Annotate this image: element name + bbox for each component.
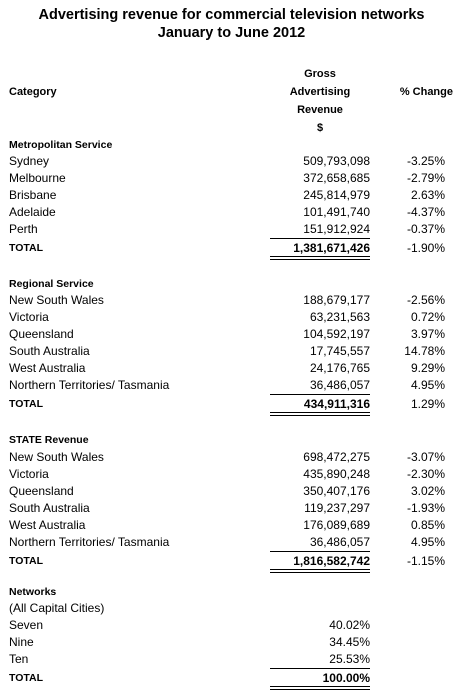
total-change: 1.29% <box>410 397 445 411</box>
table-row <box>0 377 463 394</box>
revenue-header-line3: Revenue <box>297 104 343 116</box>
section-heading-label: Metropolitan Service <box>9 139 113 151</box>
row-label: West Australia <box>9 361 86 375</box>
row-label: Northern Territories/ Tasmania <box>9 535 170 549</box>
row-value: 101,491,740 <box>303 205 370 219</box>
row-change: 2.63% <box>410 188 445 202</box>
table-row <box>0 187 463 204</box>
total-row <box>0 396 463 413</box>
table-row <box>0 343 463 360</box>
row-change: 0.72% <box>410 310 445 324</box>
table-row <box>0 617 463 634</box>
row-change: 14.78% <box>404 344 445 358</box>
row-label: Nine <box>9 635 34 649</box>
row-change: 3.97% <box>410 327 445 341</box>
row-label: Seven <box>9 618 44 632</box>
row-label: South Australia <box>9 344 90 358</box>
row-label: Perth <box>9 222 38 236</box>
table-row <box>0 153 463 170</box>
total-label: TOTAL <box>9 555 44 567</box>
total-row <box>0 670 463 687</box>
subtotal-rule <box>270 668 370 669</box>
table-row <box>0 500 463 517</box>
row-value: 25.53% <box>329 652 370 666</box>
total-change: -1.15% <box>406 554 445 568</box>
total-row <box>0 553 463 570</box>
table-row <box>0 449 463 466</box>
total-value: 1,381,671,426 <box>293 241 370 255</box>
row-value: 698,472,275 <box>303 450 370 464</box>
row-value: 372,658,685 <box>303 171 370 185</box>
row-change: -2.79% <box>406 171 445 185</box>
table-row <box>0 326 463 343</box>
row-change: 0.85% <box>410 518 445 532</box>
row-change: -3.25% <box>406 154 445 168</box>
table-row <box>0 204 463 221</box>
row-change: -1.93% <box>406 501 445 515</box>
row-change: -2.30% <box>406 467 445 481</box>
row-value: 119,237,297 <box>304 501 370 515</box>
category-header: Category <box>9 86 57 98</box>
row-value: 245,814,979 <box>303 188 370 202</box>
row-value: 188,679,177 <box>303 293 370 307</box>
row-label: Victoria <box>9 467 49 481</box>
total-double-rule <box>270 256 370 260</box>
section-heading <box>0 432 463 449</box>
total-change: -1.90% <box>406 241 445 255</box>
table-row <box>0 170 463 187</box>
total-double-rule <box>270 686 370 690</box>
row-change: 4.95% <box>410 378 445 392</box>
table-row <box>0 466 463 483</box>
row-label: New South Wales <box>9 293 104 307</box>
row-label: Brisbane <box>9 188 57 202</box>
change-header: % Change <box>399 86 453 98</box>
section-heading-label: Networks <box>9 586 57 598</box>
table-row <box>0 634 463 651</box>
total-label: TOTAL <box>9 398 44 410</box>
row-change: -4.37% <box>406 205 445 219</box>
total-row <box>0 240 463 257</box>
total-value: 1,816,582,742 <box>293 554 370 568</box>
row-value: 24,176,765 <box>309 361 370 375</box>
row-change: 9.29% <box>410 361 445 375</box>
total-double-rule <box>270 412 370 416</box>
row-label: Queensland <box>9 327 74 341</box>
row-value: 350,407,176 <box>303 484 370 498</box>
row-label: Sydney <box>9 154 50 168</box>
row-label: Adelaide <box>9 205 56 219</box>
row-label: Melbourne <box>9 171 66 185</box>
row-label: New South Wales <box>9 450 104 464</box>
row-value: 151,912,924 <box>303 222 370 236</box>
report-subtitle: January to June 2012 <box>157 25 306 41</box>
section-heading-label: STATE Revenue <box>9 434 89 446</box>
row-value: 36,486,057 <box>309 378 370 392</box>
subtotal-rule <box>270 238 370 239</box>
row-value: 63,231,563 <box>309 310 370 324</box>
report-title: Advertising revenue for commercial television networks <box>38 7 425 23</box>
row-change: 3.02% <box>410 484 445 498</box>
row-value: 176,089,689 <box>303 518 370 532</box>
row-value: 40.02% <box>329 618 370 632</box>
table-row <box>0 292 463 309</box>
section-heading <box>0 584 463 601</box>
subtotal-rule <box>270 551 370 552</box>
table-row <box>0 534 463 551</box>
revenue-header-line2: Advertising <box>289 86 351 98</box>
total-value: 434,911,316 <box>303 397 370 411</box>
section-subheading <box>0 600 463 617</box>
total-double-rule <box>270 569 370 573</box>
revenue-header-line1: Gross <box>304 68 336 80</box>
table-row <box>0 483 463 500</box>
total-value: 100.00% <box>322 671 370 685</box>
row-value: 435,890,248 <box>303 467 370 481</box>
section-heading <box>0 276 463 293</box>
table-row <box>0 517 463 534</box>
row-label: West Australia <box>9 518 86 532</box>
table-row <box>0 221 463 238</box>
row-label: Victoria <box>9 310 49 324</box>
table-row <box>0 360 463 377</box>
row-label: Ten <box>9 652 29 666</box>
table-row <box>0 309 463 326</box>
revenue-header-line4: $ <box>316 122 324 134</box>
row-change: -3.07% <box>406 450 445 464</box>
subtotal-rule <box>270 394 370 395</box>
section-subheading-label: (All Capital Cities) <box>9 601 105 615</box>
row-change: -0.37% <box>406 222 445 236</box>
total-label: TOTAL <box>9 242 44 254</box>
row-value: 104,592,197 <box>303 327 370 341</box>
row-value: 36,486,057 <box>309 535 370 549</box>
revenue-header <box>270 65 370 137</box>
section-heading-label: Regional Service <box>9 278 94 290</box>
row-label: South Australia <box>9 501 90 515</box>
row-label: Queensland <box>9 484 74 498</box>
row-change: 4.95% <box>410 535 445 549</box>
section-heading <box>0 137 463 154</box>
total-label: TOTAL <box>9 672 44 684</box>
row-change: -2.56% <box>406 293 445 307</box>
row-value: 17,745,557 <box>309 344 370 358</box>
table-row <box>0 651 463 668</box>
row-value: 34.45% <box>329 635 370 649</box>
row-label: Northern Territories/ Tasmania <box>9 378 170 392</box>
row-value: 509,793,098 <box>303 154 370 168</box>
